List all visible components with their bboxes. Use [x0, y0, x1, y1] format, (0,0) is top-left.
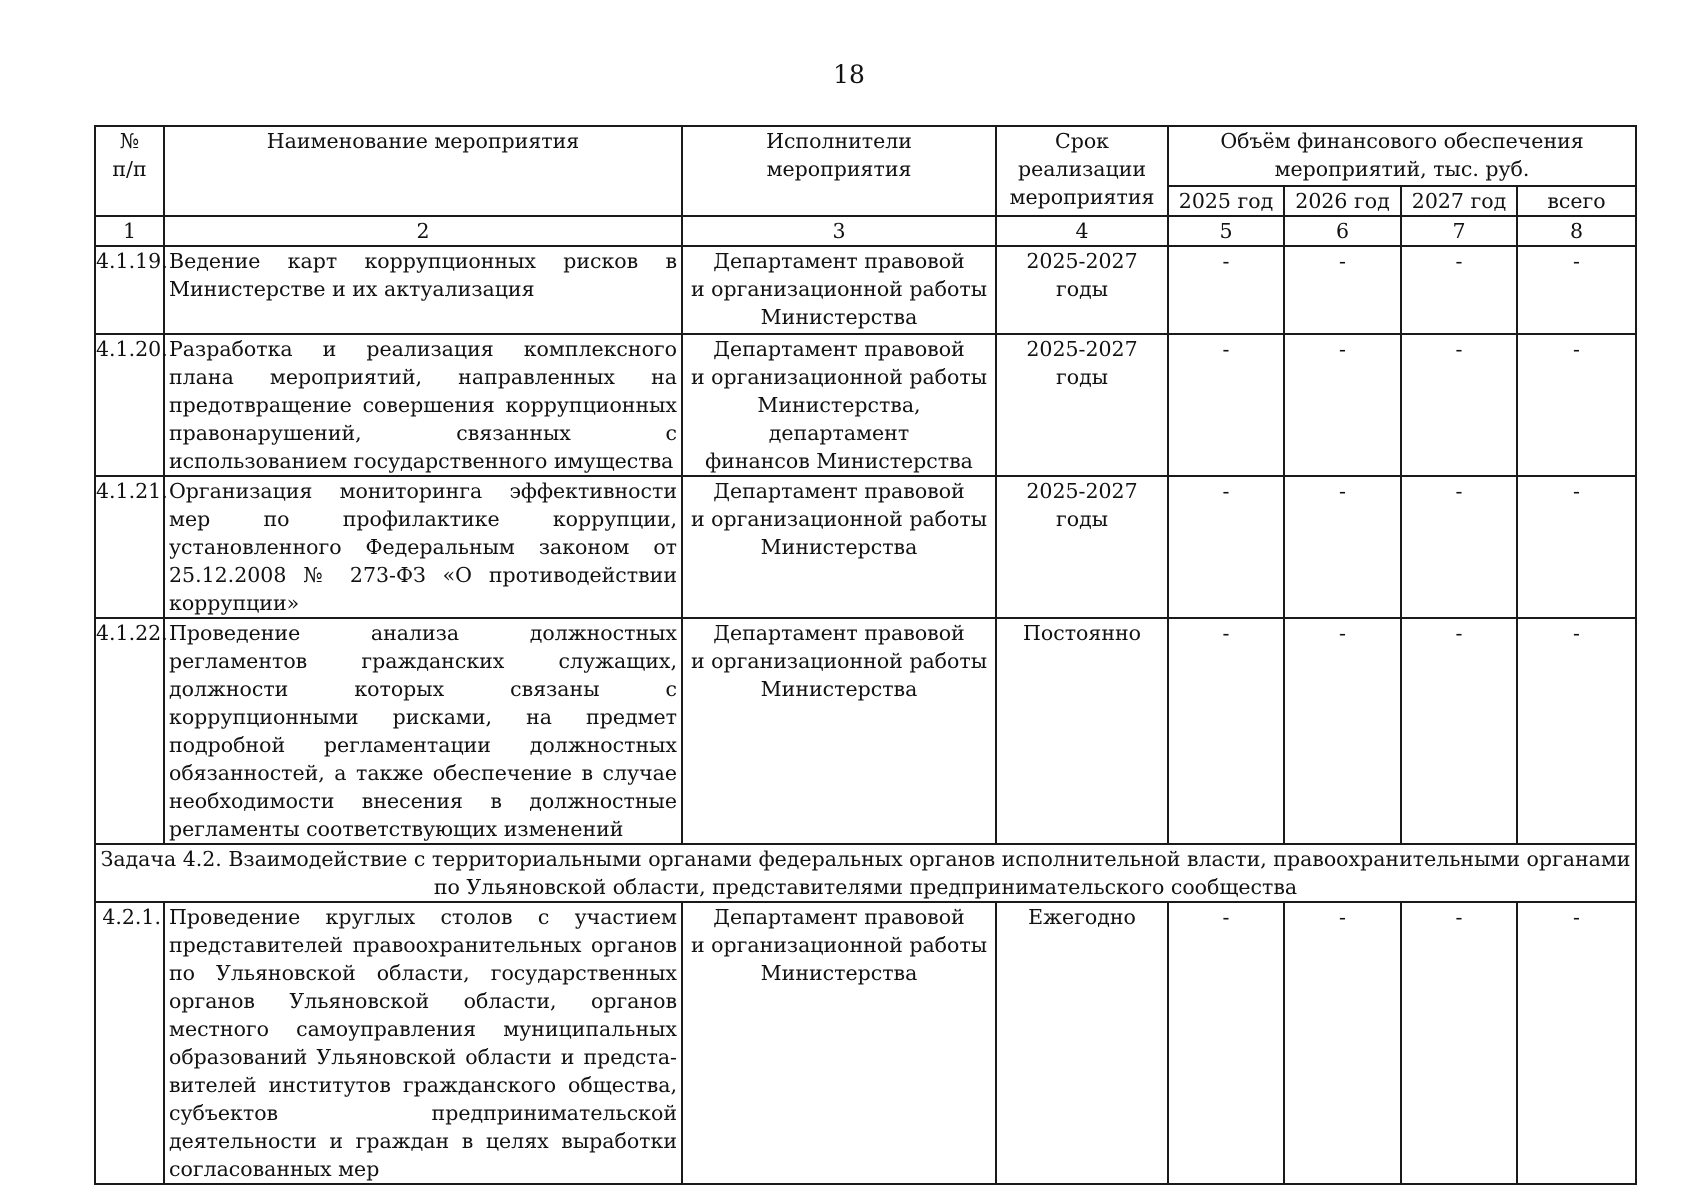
header-name-text: Наименование мероприятия [266, 129, 580, 153]
column-index: 8 [1517, 216, 1636, 246]
row-term: Ежегодно [996, 902, 1168, 1184]
column-index: 2 [164, 216, 682, 246]
executor-line: Департамент правовой [713, 249, 965, 273]
task-title [95, 844, 1636, 902]
row-measure-name: Проведение круглых столов с участием представителей правоохранительных органов по Ульяновской области, государственных органов Ульяновской области, органов местного самоуправления муниципальных образований Ульяновской области и предста-вителей институтов гражданского общества, субъектов предпринимательской деятельности и граждан в целях выработки согласованных мер [164, 902, 682, 1184]
row-value-2027: - [1401, 334, 1517, 476]
header-finance-line: Объём финансового обеспечения [1220, 129, 1584, 153]
row-value-2027: - [1401, 476, 1517, 618]
row-value-total: - [1517, 902, 1636, 1184]
row-value-2026: - [1284, 334, 1401, 476]
measures-table [94, 125, 1637, 1185]
header-year-2027: 2027 год [1401, 186, 1517, 216]
header-term [996, 126, 1168, 216]
row-value-2026: - [1284, 618, 1401, 844]
executor-line: и организационной работы [690, 277, 988, 301]
row-value-total: - [1517, 334, 1636, 476]
row-value-2027: - [1401, 246, 1517, 334]
row-value-total: - [1517, 618, 1636, 844]
row-executors [682, 618, 996, 844]
row-number: 4.1.19. [95, 246, 164, 334]
row-number: 4.2.1. [95, 902, 164, 1184]
executor-line: и организационной работы [690, 507, 988, 531]
table-row [95, 334, 1636, 476]
executor-line: и организационной работы [690, 933, 988, 957]
row-value-2025: - [1168, 334, 1284, 476]
row-measure-name: Проведение анализа должностных регламентов гражданских служащих, должности которых связаны с коррупционными рисками, на предмет подробной регламентации должностных обязанностей, а также обеспечение в случае необходимости внесения в должностные регламенты соответствующих изменений [164, 618, 682, 844]
row-term: Постоянно [996, 618, 1168, 844]
header-name [164, 126, 682, 216]
row-value-2026: - [1284, 902, 1401, 1184]
header-num-line: № [119, 129, 140, 153]
header-finance-line: мероприятий, тыс. руб. [1274, 157, 1530, 181]
executor-line: и организационной работы [690, 649, 988, 673]
row-value-2025: - [1168, 246, 1284, 334]
header-executors-line: мероприятия [766, 157, 912, 181]
row-measure-name: Организация мониторинга эффективности мер по профилактике коррупции, установленного Федеральным законом от 25.12.2008 № 273-ФЗ «О противодействии коррупции» [164, 476, 682, 618]
header-executors-line: Исполнители [766, 129, 912, 153]
executor-line: финансов Министерства [705, 449, 973, 473]
column-index: 5 [1168, 216, 1284, 246]
header-row [95, 126, 1636, 186]
table-row [95, 618, 1636, 844]
executor-line: Министерства, департамент [757, 393, 921, 445]
column-index: 1 [95, 216, 164, 246]
row-measure-name: Разработка и реализация комплексного плана мероприятий, направленных на предотвращение совершения коррупционных правонарушений, связанных с использованием государственного имущества [164, 334, 682, 476]
table-row [95, 476, 1636, 618]
executor-line: Департамент правовой [713, 337, 965, 361]
row-term: 2025-2027 годы [996, 476, 1168, 618]
column-index: 3 [682, 216, 996, 246]
executor-line: Департамент правовой [713, 479, 965, 503]
row-executors [682, 902, 996, 1184]
row-value-2026: - [1284, 476, 1401, 618]
task-title-line: Задача 4.2. Взаимодействие с территориальными органами федеральных органов исполнительной власти, правоохранительными органами [100, 847, 1631, 871]
column-index: 7 [1401, 216, 1517, 246]
header-year-2025: 2025 год [1168, 186, 1284, 216]
row-executors [682, 334, 996, 476]
header-num [95, 126, 164, 216]
row-executors [682, 246, 996, 334]
executor-line: Министерства [760, 535, 918, 559]
row-value-2025: - [1168, 902, 1284, 1184]
task-row [95, 844, 1636, 902]
row-value-2025: - [1168, 618, 1284, 844]
table-row [95, 902, 1636, 1184]
header-total: всего [1517, 186, 1636, 216]
row-value-total: - [1517, 246, 1636, 334]
header-term-line: реализации [1017, 157, 1147, 181]
executor-line: и организационной работы [690, 365, 988, 389]
header-finance [1168, 126, 1636, 186]
column-index: 6 [1284, 216, 1401, 246]
row-number: 4.1.22. [95, 618, 164, 844]
header-term-line: мероприятия [1009, 185, 1155, 209]
executor-line: Министерства [760, 305, 918, 329]
executor-line: Департамент правовой [713, 905, 965, 929]
column-index-row [95, 216, 1636, 246]
executor-line: Министерства [760, 961, 918, 985]
task-title-line: по Ульяновской области, представителями предпринимательского сообщества [433, 875, 1298, 899]
header-year-2026: 2026 год [1284, 186, 1401, 216]
header-num-line: п/п [112, 157, 147, 181]
row-value-2027: - [1401, 618, 1517, 844]
executor-line: Департамент правовой [713, 621, 965, 645]
row-number: 4.1.20. [95, 334, 164, 476]
executor-line: Министерства [760, 677, 918, 701]
header-term-line: Срок [1055, 129, 1109, 153]
row-measure-name: Ведение карт коррупционных рисков в Министерстве и их актуализация [164, 246, 682, 334]
row-term: 2025-2027 годы [996, 246, 1168, 334]
row-value-2026: - [1284, 246, 1401, 334]
row-term: 2025-2027 годы [996, 334, 1168, 476]
column-index: 4 [996, 216, 1168, 246]
page-number: 18 [833, 60, 865, 89]
row-value-2027: - [1401, 902, 1517, 1184]
row-executors [682, 476, 996, 618]
header-executors [682, 126, 996, 216]
row-number: 4.1.21. [95, 476, 164, 618]
row-value-2025: - [1168, 476, 1284, 618]
row-value-total: - [1517, 476, 1636, 618]
table-row [95, 246, 1636, 334]
